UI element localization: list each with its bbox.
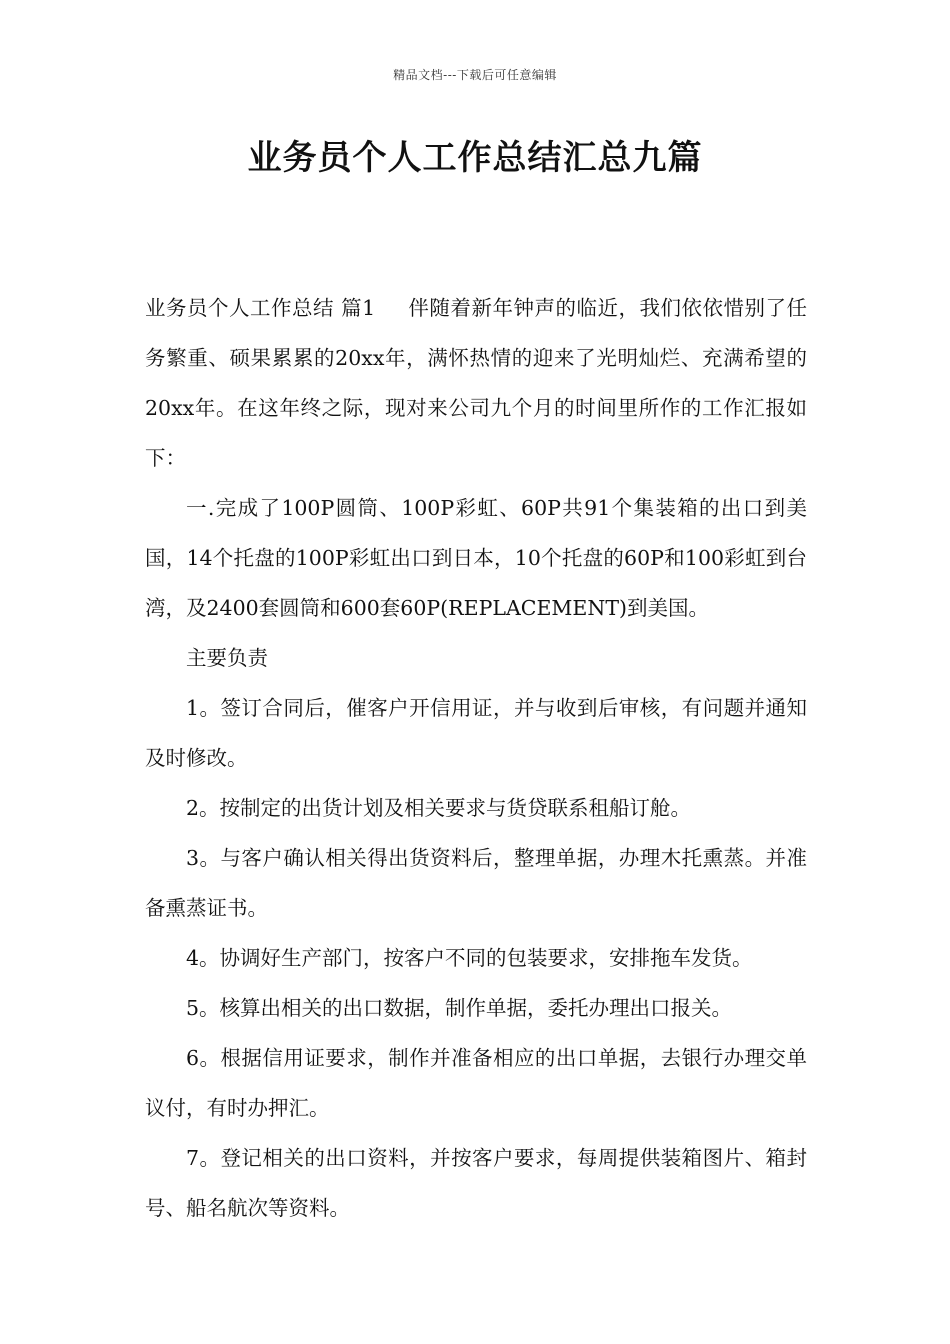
paragraph-1: 一.完成了100P圆筒、100P彩虹、60P共91个集装箱的出口到美国，14个托盘的100P彩虹出口到日本，10个托盘的60P和100彩虹到台湾，及2400套圆筒和600套60P(REPLACEMENT)到美国。 — [145, 496, 807, 620]
paragraph-intro-text: 伴随着新年钟声的临近，我们依依惜别了任务繁重、硕果累累的20xx年，满怀热情的迎来了光明灿烂、充满希望的20xx年。在这年终之际，现对来公司九个月的时间里所作的工作汇报如下： — [145, 296, 808, 470]
paragraph-4: 2。按制定的出货计划及相关要求与货贷联系租船订舱。 — [186, 796, 692, 820]
paragraph-8: 6。根据信用证要求，制作并准备相应的出口单据，去银行办理交单议付，有时办押汇。 — [145, 1046, 807, 1120]
paragraph-9: 7。登记相关的出口资料，并按客户要求，每周提供装箱图片、箱封号、船名航次等资料。 — [145, 1146, 807, 1220]
header-note: 精品文档---下载后可任意编辑 — [393, 68, 557, 82]
paragraph-6: 4。协调好生产部门，按客户不同的包装要求，安排拖车发货。 — [186, 946, 753, 970]
section-label: 业务员个人工作总结 篇1 — [145, 296, 376, 320]
document-body — [145, 283, 807, 1233]
paragraph-intro — [145, 283, 807, 483]
paragraph-2: 主要负责 — [186, 646, 268, 670]
paragraph-5: 3。与客户确认相关得出货资料后，整理单据，办理木托熏蒸。并准备熏蒸证书。 — [145, 846, 807, 920]
paragraph-3: 1。签订合同后，催客户开信用证，并与收到后审核，有问题并通知及时修改。 — [145, 696, 807, 770]
paragraph-7: 5。核算出相关的出口数据，制作单据，委托办理出口报关。 — [186, 996, 733, 1020]
document-title: 业务员个人工作总结汇总九篇 — [247, 138, 703, 178]
